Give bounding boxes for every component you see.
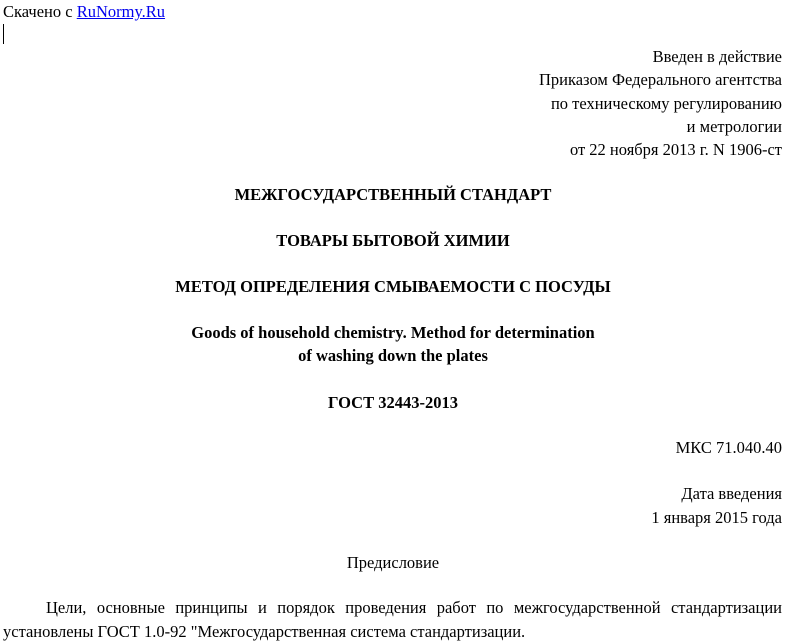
intro-date-label: Дата введения	[681, 484, 782, 503]
enacted-line-2: Приказом Федерального агентства	[538, 70, 782, 89]
mks-code: МКС 71.040.40	[675, 438, 782, 457]
foreword-heading: Предисловие	[346, 553, 440, 572]
text-cursor	[3, 24, 4, 44]
source-link[interactable]: RuNormy.Ru	[76, 2, 166, 21]
source-prefix: Скачено с	[3, 2, 77, 21]
standard-kind: МЕЖГОСУДАРСТВЕННЫЙ СТАНДАРТ	[234, 185, 552, 204]
source-line	[3, 0, 165, 24]
enacted-line-3: по техническому регулированию	[550, 94, 782, 113]
enacted-line-1: Введен в действие	[652, 47, 782, 66]
standard-method: МЕТОД ОПРЕДЕЛЕНИЯ СМЫВАЕМОСТИ С ПОСУДЫ	[175, 277, 611, 296]
foreword-paragraph: Цели, основные принципы и порядок проведения работ по межгосударственной стандартизации установлены ГОСТ 1.0-92 "Межгосударственная система стандартизации.	[3, 598, 782, 641]
english-title-line-1: Goods of household chemistry. Method for determination	[191, 323, 595, 342]
intro-date-value: 1 января 2015 года	[651, 508, 782, 527]
english-title-line-2: of washing down the plates	[298, 346, 488, 365]
standard-name: ТОВАРЫ БЫТОВОЙ ХИМИИ	[276, 231, 510, 250]
enacted-line-5: от 22 ноября 2013 г. N 1906-ст	[569, 140, 782, 159]
enacted-line-4: и метрологии	[686, 117, 782, 136]
standard-code: ГОСТ 32443-2013	[328, 393, 458, 412]
